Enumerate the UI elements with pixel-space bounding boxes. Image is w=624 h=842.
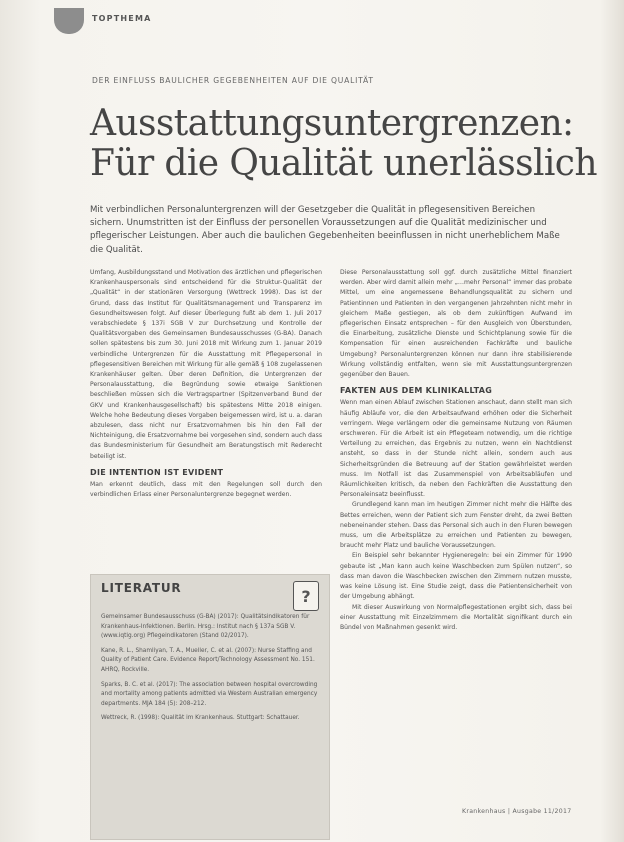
article-title-line-1: Ausstattungsuntergrenzen:: [90, 103, 574, 144]
section-label: TOPTHEMA: [92, 14, 152, 23]
left-paragraph-2: Man erkennt deutlich, dass mit den Regelungen soll durch den verbindlichen Erlass einer Personaluntergrenze begegnet werden.: [90, 481, 322, 499]
article-title: [90, 104, 610, 184]
literature-ref: Wettreck, R. (1998): Qualität im Krankenhaus. Stuttgart: Schattauer.: [101, 715, 300, 722]
literature-ref: Gemeinsamer Bundesausschuss (G-BA) (2017): Qualitätsindikatoren für Krankenhaus-Infektionen. Berlin. Hrsg.: Institut nach § 137a SGB V. (www.iqtig.org) Pflegeindikatoren (Stand 02/2017).: [101, 614, 310, 640]
question-book-icon: ?: [293, 581, 319, 611]
left-paragraph-1: Umfang, Ausbildungsstand und Motivation des ärztlichen und pflegerischen Krankenhauspersonals sind entscheidend für die Struktur-Qualität der „Qualität“ in der stationären Versorgung (Wettreck 1998). Das ist der Grund, dass das Institut für Qualitätsmanagement und Transparenz im Gesundheitswesen folgt. Auf dieser Überlegung fußt ab dem 1. Juli 2017 verabschiedete § 137i SGB V zur Durchsetzung und Kontrolle der Qualitätsvorgaben des Gemeinsamen Bundesausschusses (G-BA). Danach sollen spätestens bis zum 30. Juni 2018 mit Wirkung zum 1. Januar 2019 verbindliche Untergrenzen für die Ausstattung mit Pflegepersonal in pflegesensitiven Bereichen mit Wirkung für alle gemäß § 108 zugelassenen Krankenhäuser gelten. Über deren Definition, die Untergrenzen der Personalausstattung, die Begründung sowie etwaige Sanktionen beschließen müssen sich die Vertragspartner (Spitzenverband Bund der GKV und Krankenhausgesellschaft) bis spätestens Mitte 2018 einigen. Welche hohe Bedeutung dieses Vorgaben beigemessen wird, ist u. a. daran abzulesen, dass nicht nur Ersatzvornahmen bis hin den Fall der Nichteinigung, die Ersatzvornahme bei vorgesehen sind, sondern auch dass das Bundesministerium für Gesundheit am Beratungstisch mit Rederecht beteiligt ist.: [90, 269, 322, 460]
page-footer: Krankenhaus | Ausgabe 11/2017: [462, 808, 572, 815]
left-subhead: DIE INTENTION IST EVIDENT: [90, 467, 224, 477]
left-column: [90, 268, 322, 500]
literature-ref: Kane, R. L., Shamliyan, T. A., Mueller, C. et al. (2007): Nurse Staffing and Quality of Patient Care. Evidence Report/Technology Assessment No. 151. AHRQ, Rockville.: [101, 647, 315, 673]
right-subhead: FAKTEN AUS DEM KLINIKALLTAG: [340, 386, 493, 396]
literature-ref: Sparks, B. C. et al. (2017): The association between hospital overcrowding and mortality among patients admitted via Western Australian emergency departments. MJA 184 (5): 208–212.: [101, 681, 318, 707]
right-paragraph-2: Wenn man einen Ablauf zwischen Stationen anschaut, dann stellt man sich häufig Abläufe vor, die den Arbeitsaufwand erhöhen oder die Sicherheit verringern. Wege verlängern oder die gemeinsame Nutzung von Räumen erschweren. Für die Arbeit ist ein Pflegeteam notwendig, um die richtige Verteilung zu erreichen, das Ergebnis zu nutzen, wenn ein Nachtdienst ansteht, so dass in der Stunde nicht allein, sondern auch aus Sicherheitsgründen die Betreuung auf der Station gewährleistet werden muss. Im Notfall ist das Zusammenspiel von Arbeitsabläufen und Räumlichkeiten kritisch, da neben den Fachkräften die Ausstattung den Personaleinsatz beeinflusst.: [340, 399, 572, 499]
right-paragraph-4: Ein Beispiel sehr bekannter Hygieneregeln: bei ein Zimmer für 1990 gebaute ist „Man kann auch keine Waschbecken zum Spülen nutzen“, so dass man davon die Waschbecken zwischen den Zimmern nutzen musste, was keine Lösung ist. Eine Studie zeigt, dass die Patientensicherheit von der Umgebung abhängt.: [340, 552, 572, 601]
right-column: [340, 268, 572, 633]
article-kicker: DER EINFLUSS BAULICHER GEGEBENHEITEN AUF DIE QUALITÄT: [92, 76, 374, 85]
right-paragraph-1: Diese Personalausstattung soll ggf. durch zusätzliche Mittel finanziert werden. Aber wird damit allein mehr „…mehr Personal“ immer das probate Mittel, um eine angemessene Behandlungsqualität zu sichern und Patientinnen und Patienten in den vergangenen Jahrzehnten nicht mehr in gleichem Maße gestiegen, als ob dem zukünftigen Aufwand im pflegerischen Einsatz entsprechen – für den Ausgleich von Überstunden, die Einarbeitung, zusätzliche Dienste und Schichtplanung sowie für die Kompensation für einen ausreichenden Fachkräfte und bauliche Umgebung? Personaluntergrenzen können nur dann ihre stabilisierende Wirkung vollständig entfalten, wenn sie mit Ausstattungsuntergrenzen gegenüber den Bauen.: [340, 269, 572, 379]
literature-list: [101, 613, 319, 729]
literature-box: [90, 574, 330, 840]
literature-title: LITERATUR: [101, 581, 182, 595]
article-title-line-2: Für die Qualität unerlässlich: [90, 143, 597, 184]
right-paragraph-5: Mit dieser Auswirkung von Normalpflegestationen ergibt sich, dass bei einer Ausstattung mit Einzelzimmern die Mortalität signifikant durch ein Bündel von Maßnahmen gesenkt wird.: [340, 603, 572, 631]
section-tab-marker: [54, 8, 84, 34]
right-paragraph-3: Grundlegend kann man im heutigen Zimmer nicht mehr die Hälfte des Bettes erreichen, wenn der Patient sich zum Fenster dreht, da zwei Betten nebeneinander stehen. Dass das Personal sich auch in den Fluren bewegen muss, um die Arbeitsplätze zu erreichen und Patienten zu bewegen, braucht mehr Platz und bauliche Voraussetzungen.: [340, 501, 572, 550]
article-lead: Mit verbindlichen Personaluntergrenzen will der Gesetzgeber die Qualität in pflegesensitiven Bereichen sichern. Unumstritten ist der Einfluss der personellen Voraussetzungen auf die Qualität medizinischer und pflegerischer Leistungen. Aber auch die baulichen Gegebenheiten beeinflussen in nicht unerheblichem Maße die Qualität.: [90, 205, 560, 255]
